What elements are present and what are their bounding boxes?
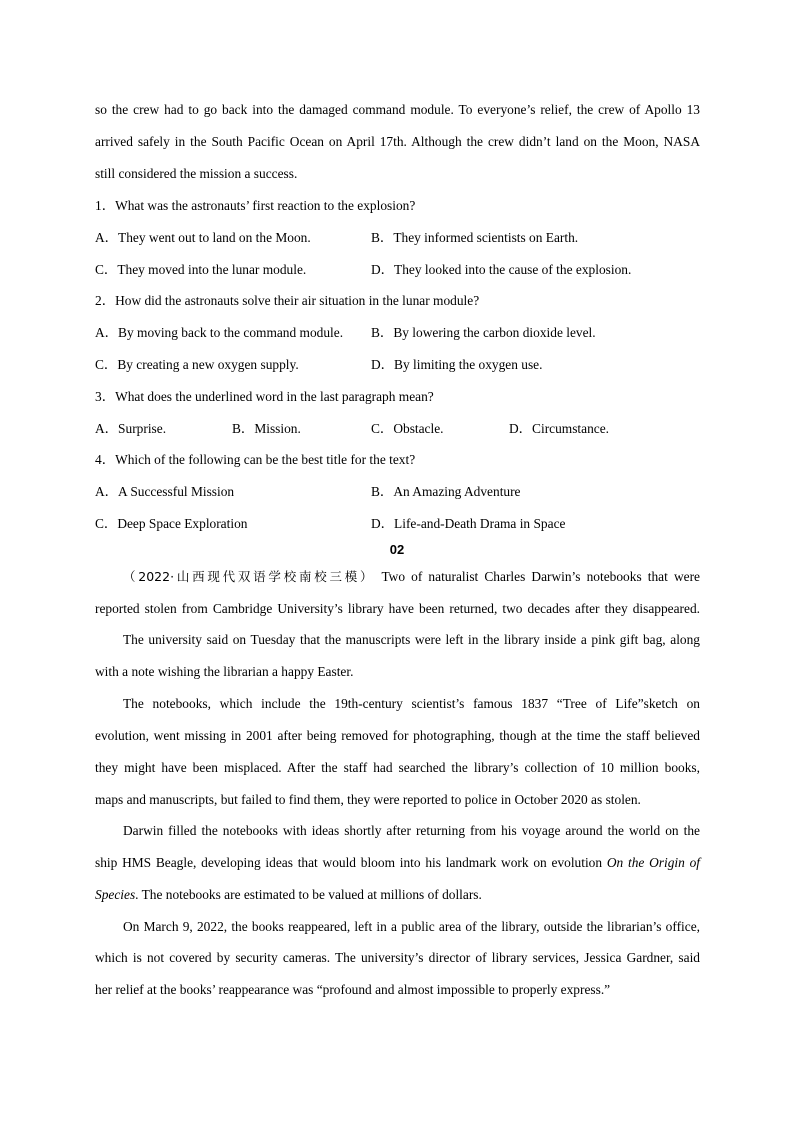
source-label: （2022·山西现代双语学校南校三模） xyxy=(123,569,376,584)
passage-line: they might have been misplaced. After the staff had searched the library’s collection of 10 million books, xyxy=(95,760,700,775)
passage-line: On March 9, 2022, the books reappeared, left in a public area of the library, outside the librarian’s office, xyxy=(123,919,700,934)
option-a: A．They went out to land on the Moon. xyxy=(95,230,311,245)
option-b: B．They informed scientists on Earth. xyxy=(371,230,579,245)
passage-line: so the crew had to go back into the damaged command module. To everyone’s relief, the crew of Apollo 13 xyxy=(95,102,700,117)
question-stem: 3．What does the underlined word in the last paragraph mean? xyxy=(95,389,434,404)
passage-line xyxy=(123,567,700,587)
passage-line xyxy=(95,885,482,905)
question-stem: 1．What was the astronauts’ first reaction to the explosion? xyxy=(95,198,416,213)
option-a: A．A Successful Mission xyxy=(95,484,235,499)
passage-line: arrived safely in the South Pacific Ocean on April 17th. Although the crew didn’t land on the Moon, NASA xyxy=(95,134,700,149)
passage-line: reported stolen from Cambridge University’s library have been returned, two decades after they disappeared. xyxy=(95,601,700,616)
option-c: C．By creating a new oxygen supply. xyxy=(95,357,299,372)
option-c: C．Obstacle. xyxy=(371,421,444,436)
question-stem: 4．Which of the following can be the best title for the text? xyxy=(95,452,416,467)
passage-line: The university said on Tuesday that the manuscripts were left in the library inside a pink gift bag, along xyxy=(123,632,700,647)
passage-line: Darwin filled the notebooks with ideas shortly after returning from his voyage around the world on the xyxy=(123,823,700,838)
option-b: B．An Amazing Adventure xyxy=(371,484,521,499)
option-d: D．Life-and-Death Drama in Space xyxy=(371,516,566,531)
option-c: C．Deep Space Exploration xyxy=(95,516,248,531)
option-c: C．They moved into the lunar module. xyxy=(95,262,307,277)
passage-line: her relief at the books’ reappearance was “profound and almost impossible to properly express.” xyxy=(95,982,611,997)
question-stem: 2．How did the astronauts solve their air situation in the lunar module? xyxy=(95,293,480,308)
option-a: A．By moving back to the command module. xyxy=(95,325,344,340)
option-d: D．Circumstance. xyxy=(509,421,610,436)
option-d: D．By limiting the oxygen use. xyxy=(371,357,543,372)
book-title: Species xyxy=(95,887,136,902)
option-d: D．They looked into the cause of the explosion. xyxy=(371,262,632,277)
passage-text: Two of naturalist Charles Darwin’s notebooks that were xyxy=(381,569,700,584)
passage-line xyxy=(95,853,700,873)
passage-line: which is not covered by security cameras. The university’s director of library services, Jessica Gardner, said xyxy=(95,950,700,965)
option-b: B．By lowering the carbon dioxide level. xyxy=(371,325,596,340)
section-number: 02 xyxy=(389,542,405,557)
passage-line: evolution, went missing in 2001 after being removed for photographing, though at the time the staff believed xyxy=(95,728,700,743)
passage-text: ship HMS Beagle, developing ideas that would bloom into his landmark work on evolution xyxy=(95,855,603,870)
book-title: On the Origin of xyxy=(606,855,700,870)
option-a: A．Surprise. xyxy=(95,421,167,436)
passage-text: . The notebooks are estimated to be valued at millions of dollars. xyxy=(135,887,482,902)
passage-line: maps and manuscripts, but failed to find them, they were reported to police in October 2020 as stolen. xyxy=(95,792,641,807)
option-b: B．Mission. xyxy=(232,421,301,436)
passage-line: with a note wishing the librarian a happy Easter. xyxy=(95,664,354,679)
passage-line: The notebooks, which include the 19th-century scientist’s famous 1837 “Tree of Life”sketch on xyxy=(123,696,700,711)
passage-line: still considered the mission a success. xyxy=(95,166,298,181)
